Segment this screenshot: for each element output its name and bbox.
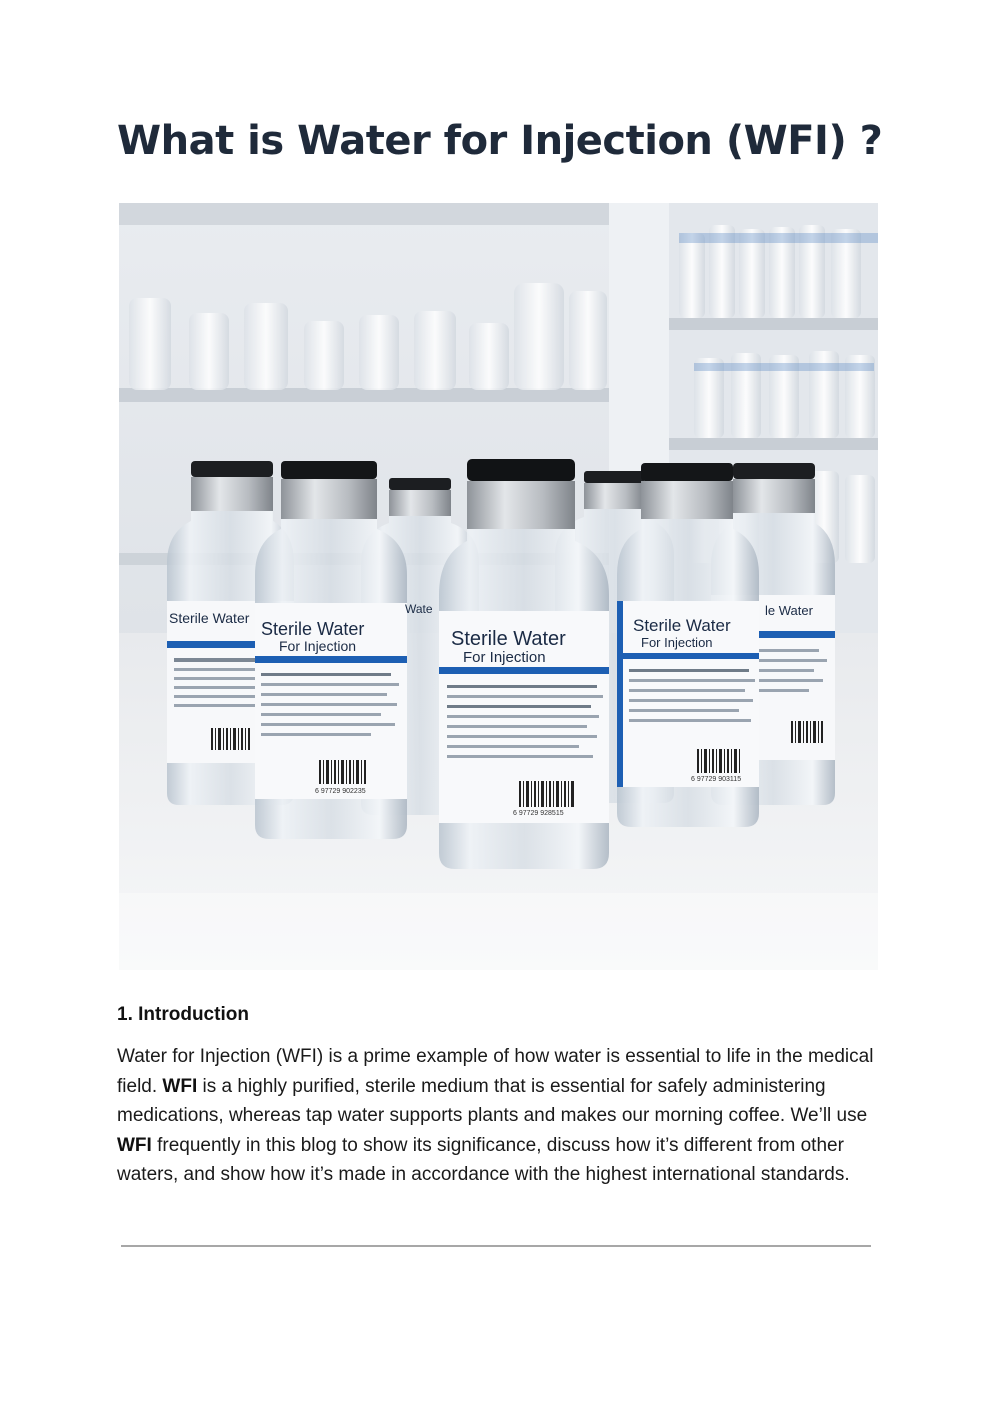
left-vial-barcode-number: 6 97729 902235 bbox=[315, 788, 366, 795]
center-vial-label-line1: Sterile Water bbox=[451, 628, 566, 650]
paragraph-text-1: Water for Injection (WFI) is a prime example of how water is essential to life in the medical field. bbox=[117, 1046, 874, 1097]
horizontal-divider bbox=[121, 1245, 871, 1247]
center-vial-label-line2: For Injection bbox=[463, 649, 546, 666]
paragraph-text-3: frequently in this blog to show its significance, discuss how it’s different from other waters, and show how it’s made in accordance with the highest international standards. bbox=[117, 1134, 850, 1185]
right-bottle-label: le Water bbox=[765, 603, 813, 618]
left-vial-label-line1: Sterile Water bbox=[261, 619, 365, 639]
section-heading-introduction: 1. Introduction bbox=[117, 1004, 249, 1025]
paragraph-bold-wfi-1: WFI bbox=[162, 1075, 198, 1097]
left-bottle-label: Sterile Water bbox=[169, 610, 250, 626]
right-vial-barcode-number: 6 97729 903115 bbox=[691, 776, 742, 783]
page-title: What is Water for Injection (WFI) ? bbox=[117, 118, 883, 164]
introduction-paragraph bbox=[117, 1042, 877, 1190]
right-vial-label-line2: For Injection bbox=[641, 635, 713, 650]
paragraph-bold-wfi-2: WFI bbox=[117, 1134, 152, 1156]
center-vial-barcode-number: 6 97729 928515 bbox=[513, 810, 564, 817]
paragraph-text-2: is a highly purified, sterile medium that is essential for safely administering medications, whereas tap water supports plants and makes our morning coffee. We’ll use bbox=[117, 1075, 868, 1126]
left-vial-label-line2: For Injection bbox=[279, 638, 357, 654]
hero-photo-wfi-vials bbox=[119, 203, 878, 970]
back-vial-label: Wate bbox=[405, 602, 433, 616]
right-vial-label-line1: Sterile Water bbox=[633, 616, 731, 635]
